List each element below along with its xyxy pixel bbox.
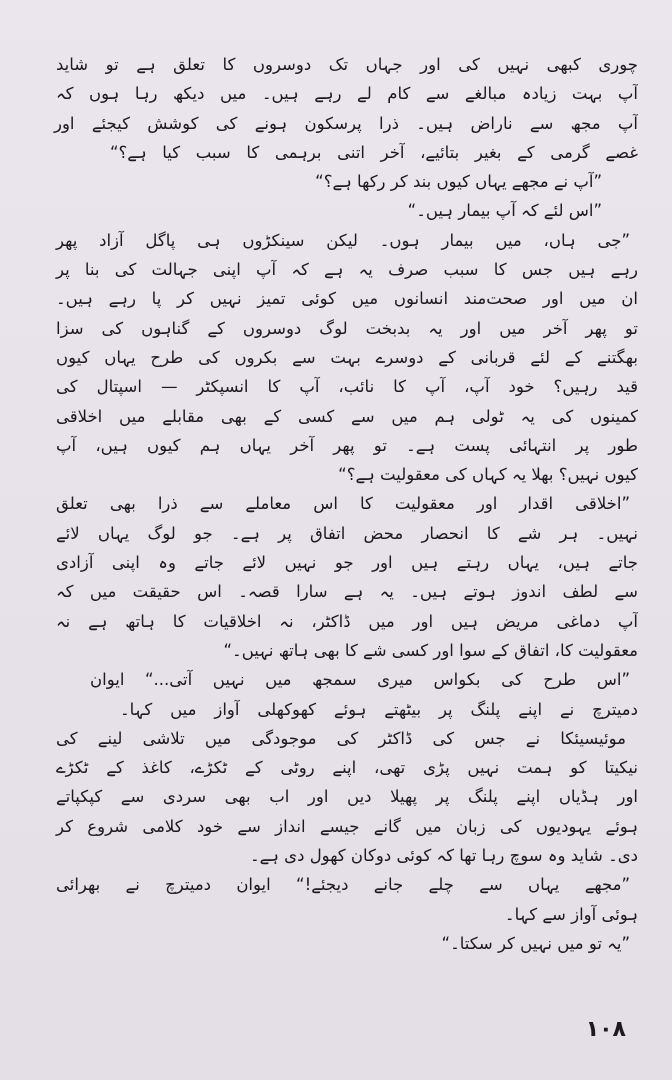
text-line: معقولیت کا، اتفاق کے سوا اور کسی شے کا بھی ہاتھ نہیں۔“ — [223, 640, 638, 660]
body-text — [50, 50, 638, 958]
text-line: آپ دماغی مریض ہیں اور میں ڈاکٹر، نہ اخلاقیات کا ہاتھ ہے نہ — [56, 611, 638, 631]
text-line: چوری کبھی نہیں کی اور جہاں تک دوسروں کا تعلق ہے تو شاید — [56, 55, 638, 74]
text-line: ”جی ہاں، میں بیمار ہوں۔ لیکن سینکڑوں ہی پاگل آزاد پھر — [56, 230, 630, 250]
text-line: کمینوں کی یہ ٹولی ہم میں سے کسی کے بھی مقابلے میں اخلاقی — [56, 406, 638, 426]
text-line: ”اخلاقی اقدار اور معقولیت کا اس معاملے سے ذرا بھی تعلق — [56, 494, 630, 514]
text-line: تو پھر آخر میں اور یہ بدبخت لوگ دوسروں کے گناہوں کی سزا — [56, 318, 638, 338]
text-line: ہوئی آواز سے کہا۔ — [504, 904, 638, 924]
text-line: جاتے ہیں، یہاں رہتے ہیں اور جو نہیں لائے جاتے وہ اپنی آزادی — [56, 553, 638, 573]
text-line: ان میں اور صحت‌مند انسانوں میں کوئی تمیز نہیں کر پا رہے ہیں۔ — [56, 289, 638, 309]
text-line: ”مجھے یہاں سے چلے جانے دیجئے!“ ایوان دمیترچ نے بھرائی — [56, 875, 630, 895]
text-line: ”یہ تو میں نہیں کر سکتا۔“ — [441, 933, 630, 953]
text-line: دی۔ شاید وہ سوچ رہا تھا کہ کوئی دوکان کھول دی ہے۔ — [249, 846, 638, 866]
text-line: سے لطف اندوز ہوتے ہیں۔ یہ ہے سارا قصہ۔ اس حقیقت میں کہ — [56, 582, 638, 602]
text-line: ”اس لئے کہ آپ بیمار ہیں۔“ — [407, 201, 602, 221]
text-line: ”اس طرح کی بکواس میری سمجھ میں نہیں آتی...“ ایوان — [90, 670, 630, 690]
text-line: ”آپ نے مجھے یہاں کیوں بند کر رکھا ہے؟“ — [315, 172, 602, 192]
text-line: بھگتنے کے لئے قربانی کے دوسرے بہت سے بکروں کی طرح یہاں کیوں — [56, 347, 638, 367]
text-line: قید رہیں؟ خود آپ، آپ کا نائب، آپ کا انسپکٹر — اسپتال کی — [56, 377, 638, 397]
text-line: نیکیتا کو ہمت نہیں پڑی تھی، اپنے روٹی کے ٹکڑے، کاغذ کے ٹکڑے — [56, 758, 638, 778]
text-line: ہوئے یہودیوں کی زبان میں گانے جیسے انداز سے خود کلامی شروع کر — [56, 816, 638, 836]
text-line: طور پر انتہائی پست ہے۔ تو پھر آخر یہاں ہم کیوں ہیں، آپ — [56, 435, 638, 455]
text-line: آپ بہت زیادہ مبالغے سے کام لے رہے ہیں۔ میں دیکھ رہا ہوں کہ — [56, 84, 638, 104]
text-line: موئیسیئکا نے جس کی ڈاکٹر کی موجودگی میں تلاشی لینے کی — [56, 728, 626, 748]
text-line: غصے گرمی کے بغیر بتائیے، آخر اتنی برہمی کا سبب کیا ہے؟“ — [110, 142, 638, 162]
text-line: دمیترچ نے اپنے پلنگ پر بیٹھتے ہوئے کھوکھلی آواز میں کہا۔ — [120, 699, 638, 719]
text-line: اور ہڈیاں اپنے پلنگ پر پھیلا دیں اور اب بھی سردی سے کپکپاتے — [56, 787, 638, 807]
text-line: آپ مجھ سے ناراض ہیں۔ ذرا پرسکون ہونے کی کوشش کیجئے اور — [54, 113, 638, 133]
text-line: نہیں۔ ہر شے کا انحصار محض اتفاق پر ہے۔ جو لوگ یہاں لائے — [56, 523, 638, 543]
page-number: ۱۰۸ — [585, 1017, 626, 1042]
text-line: رہے ہیں جس کا سبب صرف یہ ہے کہ آپ اپنی جہالت کی بنا پر — [56, 260, 638, 280]
text-line: کیوں نہیں؟ بھلا یہ کہاں کی معقولیت ہے؟“ — [338, 465, 638, 485]
